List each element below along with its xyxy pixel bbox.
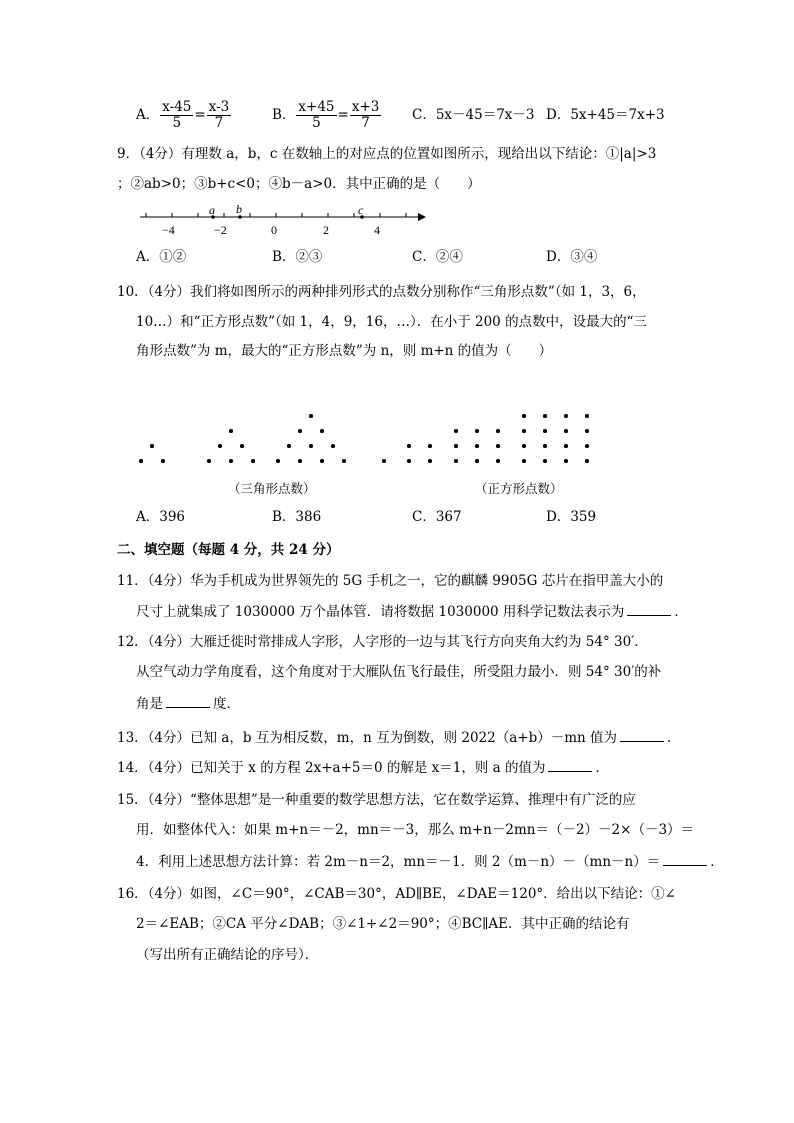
q13-line: 13．（4分）已知 a，b 互为相反数，m，n 互为倒数，则 2022（a+b）－mn 值为 ． xyxy=(117,727,681,748)
q16-line-1: 16．（4分）如图，∠C＝90°，∠CAB＝30°，AD∥BE，∠DAE＝120°．给出以下结论：①∠ xyxy=(117,886,676,902)
answer-blank[interactable] xyxy=(663,851,707,866)
q10-line-3: 角形点数”为 m，最大的“正方形点数”为 n，则 m+n 的值为（ ） xyxy=(136,343,553,359)
q10-option-a: A．396 xyxy=(136,509,186,525)
triangle-dot xyxy=(276,459,280,463)
triangle-dot xyxy=(331,444,335,448)
fraction: $\frac{x+45}{5}$ xyxy=(298,99,335,131)
square-dot xyxy=(454,444,458,448)
fraction: $\frac{x+3}{7}$ xyxy=(351,99,380,131)
q10-option-d: D．359 xyxy=(546,509,597,525)
triangle-dot xyxy=(207,459,211,463)
q10-options xyxy=(136,500,696,534)
square-dot xyxy=(543,414,547,418)
q9-options xyxy=(136,240,696,274)
square-dot xyxy=(543,429,547,433)
square-dot xyxy=(475,429,479,433)
q11-line-2: 尺寸上就集成了 1030000 万个晶体管．请将数据 1030000 用科学记数法表示为 ． xyxy=(136,601,688,622)
q16-line-2: 2＝∠EAB；②CA 平分∠DAB；③∠1+∠2＝90°；④BC∥AE．其中正确的结论有 xyxy=(136,916,630,932)
answer-blank[interactable] xyxy=(627,601,671,616)
square-dot xyxy=(543,444,547,448)
q9-option-a: A．①② xyxy=(136,249,187,265)
q9-number-line xyxy=(136,200,426,240)
square-dot xyxy=(407,444,411,448)
q16-line-3: （写出所有正确结论的序号）． xyxy=(136,947,319,963)
q8-option-a: A． $\frac{x-45}{5}$ = $\frac{x-3}{7}$ xyxy=(136,99,230,131)
square-dot xyxy=(496,459,500,463)
q11-line-1: 11．（4分）华为手机成为世界领先的 5G 手机之一，它的麒麟 9905G 芯片在指甲盖大小的 xyxy=(117,573,664,589)
q12-line-2: 从空气动力学角度看，这个角度对于大雁队伍飞行最佳，所受阻力最小．则 54° 30′的补 xyxy=(136,664,662,680)
q15-line-1: 15．（4分）“整体思想”是一种重要的数学思想方法，它在数学运算、推理中有广泛的应 xyxy=(117,792,636,808)
square-dot xyxy=(496,429,500,433)
point-label-c: c xyxy=(358,203,364,217)
triangle-dot xyxy=(298,459,302,463)
triangle-dot xyxy=(298,429,302,433)
tick-label-neg4: −4 xyxy=(162,223,175,237)
fraction: $\frac{x-3}{7}$ xyxy=(208,99,230,131)
triangle-dot xyxy=(309,444,313,448)
square-dot xyxy=(522,414,526,418)
square-dot xyxy=(428,459,432,463)
section-heading: 二、填空题（每题 4 分，共 24 分） xyxy=(117,542,340,558)
square-dot xyxy=(522,444,526,448)
q8-option-c: C．5x－45＝7x－3 xyxy=(412,107,535,123)
square-dot xyxy=(454,459,458,463)
triangle-dot xyxy=(229,429,233,433)
square-dot xyxy=(454,429,458,433)
tick-label-4: 4 xyxy=(374,223,380,237)
square-dot xyxy=(585,459,589,463)
square-dot xyxy=(382,459,386,463)
q10-line-1: 10．（4分）我们将如图所示的两种排列形式的点数分别称作“三角形点数”（如 1，3，6， xyxy=(117,284,646,300)
q10-line-2: 10…）和“正方形点数”（如 1，4，9，16，…）．在小于 200 的点数中，设最大的“三 xyxy=(136,314,647,330)
triangle-dot xyxy=(320,459,324,463)
q9-line-2: ；②ab>0；③b+c<0；④b－a>0．其中正确的是（ ） xyxy=(117,176,481,192)
triangle-dot xyxy=(287,444,291,448)
triangle-dot xyxy=(161,459,165,463)
square-dot xyxy=(564,414,568,418)
answer-blank[interactable] xyxy=(548,757,592,772)
fraction: $\frac{x-45}{5}$ xyxy=(162,99,192,131)
triangle-dot xyxy=(251,459,255,463)
square-dot xyxy=(585,444,589,448)
square-dot xyxy=(428,444,432,448)
answer-blank[interactable] xyxy=(620,727,664,742)
q10-option-b: B．386 xyxy=(272,509,322,525)
q9-option-c: C．②④ xyxy=(412,249,463,265)
triangle-dot xyxy=(309,414,313,418)
tick-label-0: 0 xyxy=(271,223,277,237)
q15-line-2: 用．如整体代入：如果 m+n＝－2，mn＝－3，那么 m+n－2mn＝（－2）－2×（－3）＝ xyxy=(136,822,695,838)
triangle-dot xyxy=(342,459,346,463)
square-dot xyxy=(585,429,589,433)
square-dot xyxy=(475,459,479,463)
q8-option-d: D．5x+45＝7x+3 xyxy=(546,107,665,123)
q12-line-1: 12．（4分）大雁迁徙时常排成人字形，人字形的一边与其飞行方向夹角大约为 54° 30′． xyxy=(117,634,648,650)
triangle-dot xyxy=(320,429,324,433)
square-dot xyxy=(496,444,500,448)
answer-blank[interactable] xyxy=(166,693,210,708)
square-dot xyxy=(585,414,589,418)
square-dot xyxy=(522,429,526,433)
q9-line-1: 9．（4分）有理数 a，b，c 在数轴上的对应点的位置如图所示，现给出以下结论：①|a|>3 xyxy=(117,146,657,162)
square-dot xyxy=(564,444,568,448)
q10-option-c: C．367 xyxy=(412,509,462,525)
square-dot xyxy=(407,459,411,463)
square-dot xyxy=(475,444,479,448)
point-label-b: b xyxy=(236,202,242,216)
q12-line-3: 角是 度． xyxy=(136,693,240,714)
caption-triangle: （三角形点数） xyxy=(228,481,316,496)
point-label-a: a xyxy=(209,203,215,217)
triangle-dot xyxy=(139,459,143,463)
square-dot xyxy=(522,459,526,463)
caption-square: （正方形点数） xyxy=(475,481,563,496)
q9-option-b: B．②③ xyxy=(272,249,323,265)
triangle-dot xyxy=(218,444,222,448)
q9-option-d: D．③④ xyxy=(546,249,598,265)
tick-label-2: 2 xyxy=(323,223,329,237)
square-dot xyxy=(543,459,547,463)
q8-options xyxy=(136,98,696,132)
triangle-dot xyxy=(229,459,233,463)
triangle-dot xyxy=(240,444,244,448)
q15-line-3: 4．利用上述思想方法计算：若 2m－n＝2，mn＝－1．则 2（m－n）－（mn－n）＝ ． xyxy=(136,851,724,872)
tick-label-neg2: −2 xyxy=(214,223,227,237)
q8-option-b: B． $\frac{x+45}{5}$ = $\frac{x+3}{7}$ xyxy=(272,99,380,131)
square-dot xyxy=(564,429,568,433)
q14-line: 14．（4分）已知关于 x 的方程 2x+a+5＝0 的解是 x＝1，则 a 的值为 ． xyxy=(117,757,609,778)
square-dot xyxy=(564,459,568,463)
triangle-dot xyxy=(150,444,154,448)
